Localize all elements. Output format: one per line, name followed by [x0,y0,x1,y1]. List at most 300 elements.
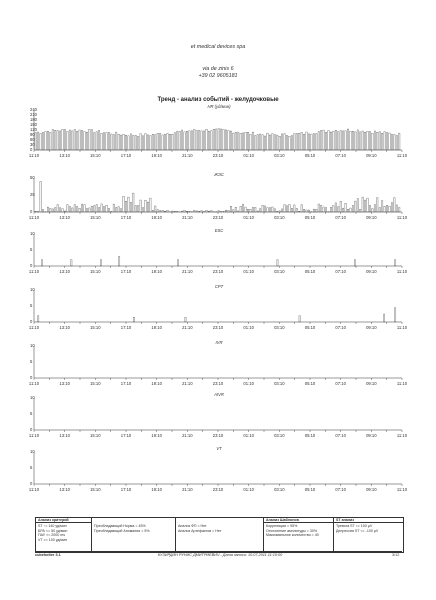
pvc-bar [106,205,107,212]
hr-bar [128,136,129,150]
x-tick-label: 15:10 [90,153,101,158]
y-tick-label: 10 [30,395,35,401]
hr-bar [55,130,56,150]
y-tick-label: 5 [30,303,33,309]
hr-bar [335,130,336,150]
chart-title: ЖЭС [214,172,224,177]
chart-title: VT [216,446,222,451]
pvc-bar [91,206,92,212]
chart-title: HR (уд/мин) [207,104,231,109]
pvc-bar [206,210,207,212]
hr-bar [198,130,199,150]
x-tick-label: 23:10 [212,153,224,158]
hr-bar [91,130,92,150]
pvc-bar [235,207,236,212]
hr-bar [294,134,295,150]
x-tick-label: 15:10 [90,433,101,438]
hr-bar [308,134,309,150]
pvc-bar [357,199,358,212]
x-tick-label: 11:10 [28,433,40,438]
y-tick-label: 10 [30,287,35,293]
x-tick-label: 03:10 [274,381,285,386]
footer-page: 3/12 [392,553,400,557]
summary-row: Анализ Артефактов = Нет [178,528,222,533]
hr-bar [235,132,236,150]
x-tick-label: 11:10 [396,325,408,330]
x-tick-label: 09:10 [366,269,377,274]
hr-bar [364,132,365,150]
hr-bar [167,133,168,150]
summary-st [334,518,403,552]
hr-bar [116,132,117,150]
y-tick-label: 50 [30,175,35,181]
x-tick-label: 17:10 [120,381,132,386]
x-tick-label: 01:10 [243,325,254,330]
x-tick-label: 19:10 [151,487,162,492]
pvc-bar [394,198,395,212]
y-tick-label: 10 [30,449,35,455]
hr-bar [328,131,329,150]
x-tick-label: 09:10 [366,487,377,492]
pvc-bar [367,198,368,212]
chart-none [30,446,408,498]
x-tick-label: 21:10 [182,487,193,492]
x-tick-label: 09:10 [366,381,377,386]
hr-bar [228,131,229,150]
hr-bar [191,131,192,150]
pvc-bar [299,211,300,212]
x-tick-label: 03:10 [274,269,285,274]
hr-bar [203,131,204,150]
x-tick-label: 01:10 [243,215,254,220]
pvc-bar [137,205,138,212]
y-tick-label: 5 [30,247,33,253]
hr-bar [264,136,265,150]
hr-bar [135,135,136,150]
pvc-bar [42,210,43,212]
x-tick-label: 17:10 [120,433,132,438]
pvc-bar [47,207,48,212]
hr-bar [64,130,65,150]
pvc-bar [157,210,158,212]
hr-bar [177,131,178,150]
footer-rule [35,551,402,552]
pvc-bar [245,207,246,212]
hr-bar [218,129,219,150]
y-tick-label: 10 [30,231,35,237]
x-tick-label: 05:10 [304,325,316,330]
hr-bar [245,132,246,150]
hr-bar [381,133,382,150]
chart-sparse0 [30,228,408,280]
event-bar [299,316,300,322]
pvc-bar [279,211,280,212]
pvc-bar [274,209,275,212]
pvc-bar [281,209,282,212]
x-tick-label: 01:10 [243,153,254,158]
hr-bar [103,133,104,150]
hr-bar [67,131,68,150]
x-tick-label: 15:10 [90,487,101,492]
hr-bar [220,129,221,150]
pvc-bar [257,211,258,212]
x-tick-label: 23:10 [212,269,224,274]
event-bar [354,260,355,266]
event-bar [395,308,396,322]
x-tick-label: 13:10 [59,381,70,386]
pvc-bar [72,208,73,212]
summary-row: ST ↑= 140 уд/мин [38,524,67,528]
hr-bar [101,133,102,150]
chart-title: ESC [214,228,224,233]
pvc-bar [230,206,231,212]
hr-bar [377,132,378,150]
hr-bar [281,134,282,150]
x-tick-label: 07:10 [335,215,346,220]
pvc-bar [286,206,287,212]
pvc-bar [81,204,82,212]
hr-bar [352,131,353,150]
summary-criteria-head: Анализ критерий [36,518,91,523]
hr-bar [247,132,248,150]
pvc-bar [386,205,387,212]
x-tick-label: 11:10 [28,381,40,386]
x-tick-label: 23:10 [212,487,224,492]
event-bar [277,260,278,266]
hr-bar [152,134,153,150]
y-tick-label: 0 [30,263,33,269]
pvc-bar [377,198,378,212]
summary-templates [264,518,334,552]
x-tick-label: 17:10 [120,269,132,274]
pvc-bar [338,207,339,212]
x-tick-label: 23:10 [212,325,224,330]
x-tick-label: 05:10 [304,487,316,492]
x-tick-label: 11:10 [396,433,408,438]
hr-bar [94,133,95,150]
pvc-bar [233,210,234,212]
pvc-bar [181,211,182,212]
hr-bar [213,129,214,150]
hr-bar [123,134,124,150]
hr-bar [186,131,187,150]
hr-bar [274,135,275,150]
hr-bar [84,132,85,150]
pvc-bar [360,209,361,212]
x-tick-label: 01:10 [243,487,254,492]
x-tick-label: 19:10 [151,325,162,330]
company-name: et medical devices spa [190,44,246,50]
x-tick-label: 09:10 [366,153,377,158]
x-tick-label: 15:10 [90,381,101,386]
pvc-bar [108,208,109,212]
hr-bar [35,133,36,150]
summary-row: Преобладающий Аномалия = 5% [94,528,150,533]
summary-row: Максимальное количество = 40 [266,533,319,538]
x-tick-label: 13:10 [59,325,70,330]
hr-bar [196,130,197,150]
y-tick-label: 5 [30,359,33,365]
pvc-bar [391,203,392,212]
x-tick-label: 23:10 [212,381,224,386]
pvc-bar [62,209,63,212]
pvc-bar [272,207,273,212]
hr-bar [389,133,390,150]
pvc-bar [40,181,41,212]
pvc-bar [130,202,131,212]
pvc-bar [116,207,117,212]
hr-bar [338,132,339,150]
x-tick-label: 21:10 [182,433,193,438]
pvc-bar [35,211,36,212]
pvc-bar [255,207,256,212]
chart-sparse1 [30,284,408,336]
pvc-bar [330,207,331,212]
hr-bar [120,135,121,150]
summary-row: Преобладающий Норма = 45% [94,524,146,528]
hr-bar [125,135,126,150]
x-tick-label: 19:10 [151,433,162,438]
chart-hr [30,104,408,164]
hr-bar [62,129,63,150]
x-tick-label: 15:10 [90,269,101,274]
hr-bar [284,134,285,150]
x-tick-label: 13:10 [59,269,70,274]
x-tick-label: 21:10 [182,269,193,274]
pvc-bar [152,210,153,212]
hr-bar [52,129,53,150]
event-bar [100,260,101,266]
pvc-bar [140,200,141,212]
pvc-bar [118,207,119,212]
x-tick-label: 09:10 [366,215,377,220]
hr-bar [391,135,392,150]
chart-svg [30,172,408,226]
summary-row: Анализ ФП = Нет [178,524,207,528]
hr-bar [277,135,278,150]
pvc-bar [142,208,143,212]
y-tick-label: 0 [30,427,33,433]
hr-bar [179,131,180,150]
x-tick-label: 03:10 [274,325,285,330]
pvc-bar [267,208,268,212]
hr-bar [137,136,138,150]
pvc-bar [123,196,124,212]
pvc-bar [111,211,112,212]
x-tick-label: 07:10 [335,153,346,158]
x-tick-label: 15:10 [90,325,101,330]
pvc-bar [318,204,319,212]
summary-row: БРА <= 50 уд/мин [38,528,68,533]
event-bar [178,260,179,266]
summary-st-head: ST анализ [334,518,403,523]
y-tick-label: 180 [30,117,37,123]
x-tick-label: 17:10 [120,487,132,492]
chart-svg [30,228,408,280]
pvc-bar [86,209,87,212]
pvc-bar [284,204,285,212]
y-tick-label: 30 [30,142,35,148]
hr-bar [233,133,234,150]
chart-none [30,340,408,392]
pvc-bar [52,209,53,212]
pvc-bar [277,211,278,212]
hr-bar [279,136,280,150]
x-tick-label: 19:10 [151,153,162,158]
event-bar [38,316,39,322]
hr-bar [181,130,182,150]
summary-dominant [92,518,176,552]
hr-bar [142,136,143,150]
y-tick-label: 240 [30,107,37,113]
x-tick-label: 21:10 [182,215,193,220]
pvc-bar [303,209,304,212]
hr-bar [118,134,119,150]
pvc-bar [84,205,85,212]
pvc-bar [50,208,51,212]
hr-bar [340,131,341,150]
x-tick-label: 11:10 [28,325,40,330]
footer-patient: КУЗИРДИН РУНИС ДМИТРИЕВИЧ - Дата записи: 10.07.2011 11:10:00 [157,553,283,557]
hr-bar [289,136,290,150]
summary-row: Отклонение амплитуды = 30% [266,528,318,533]
x-tick-label: 13:10 [59,433,70,438]
hr-bar [189,131,190,150]
pvc-bar [120,209,121,212]
pvc-bar [396,205,397,212]
pvc-bar [155,206,156,212]
hr-bar [162,135,163,150]
pvc-bar [350,208,351,212]
hr-bar [296,133,297,150]
hr-bar [184,132,185,150]
x-tick-label: 11:10 [28,215,40,220]
pvc-bar [69,207,70,212]
event-bar [384,314,385,322]
pvc-bar [335,203,336,212]
y-tick-label: 5 [30,465,33,471]
pvc-bar [384,206,385,212]
hr-bar [59,131,60,150]
x-tick-label: 17:10 [120,153,132,158]
pvc-bar [325,208,326,212]
x-tick-label: 11:10 [28,269,40,274]
pvc-bar [306,210,307,212]
hr-bar [306,132,307,150]
hr-bar [42,133,43,150]
hr-bar [362,131,363,150]
chart-svg [30,340,408,392]
hr-bar [69,130,70,150]
hr-bar [325,132,326,150]
pvc-bar [184,210,185,212]
hr-bar [113,135,114,150]
pvc-bar [313,209,314,212]
hr-bar [223,129,224,150]
event-bar [395,260,396,266]
pvc-bar [364,200,365,212]
event-bar [71,260,72,266]
hr-bar [174,133,175,150]
hr-bar [157,133,158,150]
pvc-bar [177,211,178,212]
summary-row: Депрессия ST <= -100 µV [336,528,379,533]
pvc-bar [167,210,168,212]
hr-bar [208,131,209,150]
summary-row: ПАУ >= 2000 ms [38,533,66,538]
event-bar [119,256,120,266]
hr-bar [399,133,400,150]
hr-bar [155,135,156,150]
hr-bar [130,134,131,150]
hr-bar [360,132,361,150]
pvc-bar [259,209,260,212]
x-tick-label: 03:10 [274,215,285,220]
chart-svg [30,392,408,444]
x-tick-label: 05:10 [304,215,316,220]
pvc-bar [89,208,90,212]
pvc-bar [186,211,187,212]
hr-bar [369,132,370,150]
pvc-bar [345,203,346,212]
x-tick-label: 23:10 [212,433,224,438]
x-tick-label: 11:10 [28,487,40,492]
hr-bar [81,130,82,150]
hr-bar [252,132,253,150]
pvc-bar [135,206,136,212]
hr-bar [86,132,87,150]
pvc-bar [320,205,321,212]
hr-bar [40,133,41,150]
pvc-bar [252,207,253,212]
x-tick-label: 11:10 [396,381,408,386]
pvc-bar [223,211,224,212]
hr-bar [318,132,319,150]
hr-bar [106,133,107,150]
hr-bar [367,131,368,150]
x-tick-label: 05:10 [304,433,316,438]
hr-bar [74,129,75,150]
hr-bar [316,134,317,150]
hr-bar [147,135,148,150]
pvc-bar [269,208,270,212]
pvc-bar [162,210,163,212]
hr-bar [111,134,112,150]
hr-bar [242,133,243,150]
y-tick-label: 5 [30,411,33,417]
hr-bar [150,136,151,150]
hr-bar [89,129,90,150]
hr-bar [133,135,134,150]
pvc-bar [389,206,390,212]
x-tick-label: 11:10 [396,153,408,158]
y-tick-label: 0 [30,209,33,215]
pvc-bar [296,208,297,212]
x-tick-label: 13:10 [59,487,70,492]
hr-bar [206,129,207,150]
x-tick-label: 07:10 [335,487,346,492]
hr-bar [333,131,334,150]
pvc-bar [128,197,129,212]
hr-bar [255,136,256,150]
hr-bar [313,134,314,150]
x-tick-label: 01:10 [243,433,254,438]
y-tick-label: 0 [30,481,33,487]
x-tick-label: 17:10 [120,215,132,220]
hr-bar [98,130,99,150]
hr-bar [301,132,302,150]
pvc-bar [316,209,317,212]
